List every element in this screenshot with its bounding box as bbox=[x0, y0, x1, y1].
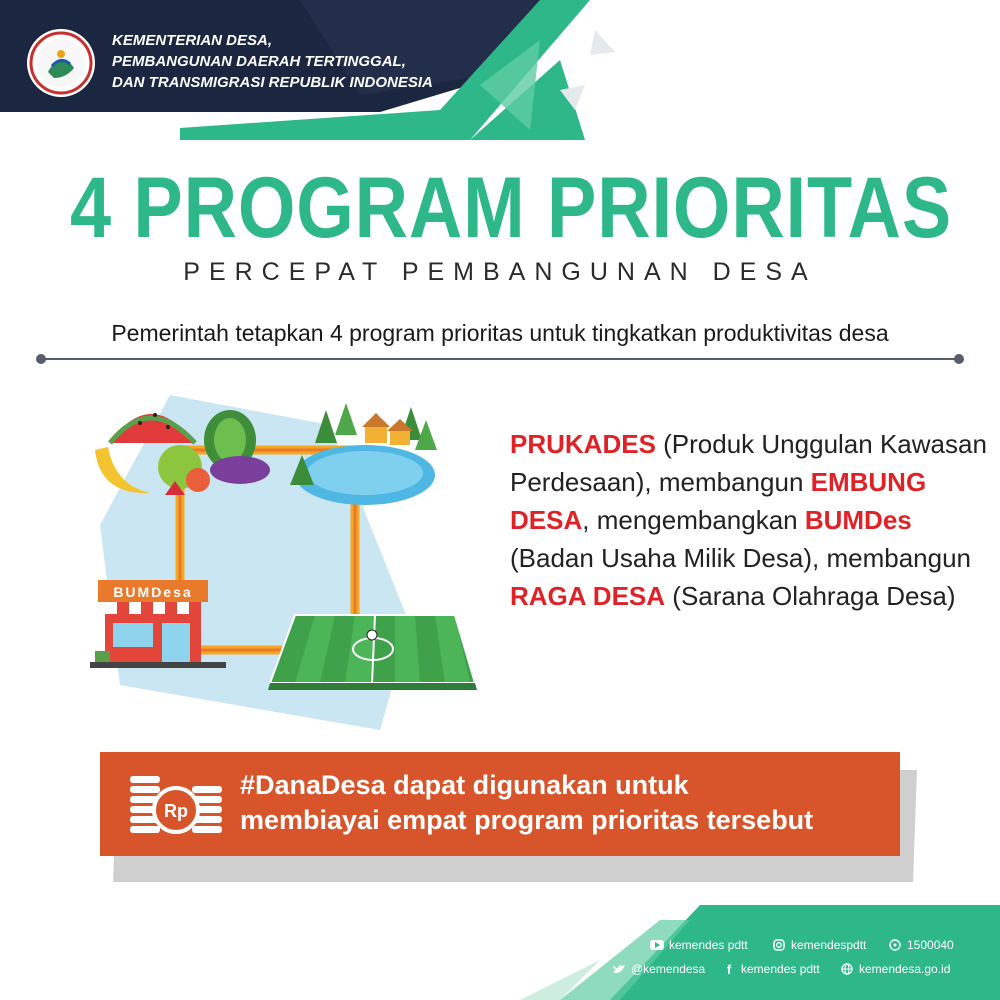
coins-icon bbox=[126, 770, 226, 840]
program-bumdes: BUMDes bbox=[804, 505, 912, 535]
dana-line-2: membiayai empat program prioritas tersebut bbox=[240, 805, 814, 835]
ministry-line-3: DAN TRANSMIGRASI REPUBLIK INDONESIA bbox=[112, 74, 433, 91]
header-banner bbox=[0, 0, 1000, 140]
program-raga-desa: RAGA DESA bbox=[510, 581, 666, 611]
divider bbox=[36, 352, 964, 366]
program-embung-desa: EMBUNG DESA bbox=[510, 467, 927, 535]
instagram-icon bbox=[772, 938, 786, 952]
website-link[interactable] bbox=[840, 962, 950, 976]
ministry-line-2: PEMBANGUNAN DAERAH TERTINGGAL, bbox=[112, 53, 406, 70]
coin-label: Rp bbox=[164, 801, 188, 821]
phone-number: 1500040 bbox=[907, 938, 954, 952]
youtube-link[interactable] bbox=[650, 938, 748, 952]
footer bbox=[0, 880, 1000, 1000]
main-title: 4 PROGRAM PRIORITAS bbox=[70, 160, 953, 256]
whatsapp-icon bbox=[888, 938, 902, 952]
program-bumdes-desc: (Badan Usaha Milik Desa), membangun bbox=[510, 543, 971, 573]
shop-sign-text: BUMDesa bbox=[113, 584, 193, 600]
ministry-logo bbox=[26, 28, 96, 98]
program-prukades: PRUKADES bbox=[510, 429, 656, 459]
facebook-icon: f bbox=[726, 961, 732, 977]
soccer-field-icon bbox=[268, 615, 477, 690]
illustration-canvas bbox=[80, 385, 500, 735]
instagram-link[interactable] bbox=[772, 938, 866, 952]
intro-text: Pemerintah tetapkan 4 program prioritas untuk tingkatkan produktivitas desa bbox=[111, 320, 889, 346]
subtitle: PERCEPAT PEMBANGUNAN DESA bbox=[183, 258, 817, 286]
ministry-name bbox=[112, 30, 472, 93]
program-embung-desc: , mengembangkan bbox=[582, 505, 805, 535]
facebook-link[interactable] bbox=[722, 962, 820, 976]
facebook-handle: kemendes pdtt bbox=[741, 962, 820, 976]
dana-desa-text bbox=[240, 768, 900, 838]
youtube-handle: kemendes pdtt bbox=[669, 938, 748, 952]
programs-description bbox=[510, 425, 990, 615]
divider-dot-left bbox=[36, 354, 46, 364]
phone-contact[interactable] bbox=[888, 938, 954, 952]
divider-dot-right bbox=[954, 354, 964, 364]
divider-line bbox=[40, 358, 960, 360]
program-prukades-desc: (Produk Unggulan Kawasan Perdesaan), membangun bbox=[510, 429, 987, 497]
instagram-handle: kemendespdtt bbox=[791, 938, 867, 952]
twitter-handle: @kemendesa bbox=[631, 962, 706, 976]
dana-desa-banner bbox=[100, 752, 900, 856]
programs-illustration bbox=[80, 385, 500, 735]
globe-icon bbox=[840, 962, 854, 976]
dana-line-1: #DanaDesa dapat digunakan untuk bbox=[240, 770, 689, 800]
ministry-emblem-icon bbox=[26, 28, 96, 98]
ministry-line-1: KEMENTERIAN DESA, bbox=[112, 32, 273, 49]
twitter-icon bbox=[612, 962, 626, 976]
youtube-icon bbox=[650, 938, 664, 952]
program-raga-desc: (Sarana Olahraga Desa) bbox=[665, 581, 956, 611]
twitter-link[interactable] bbox=[612, 962, 705, 976]
website-url: kemendesa.go.id bbox=[859, 962, 951, 976]
